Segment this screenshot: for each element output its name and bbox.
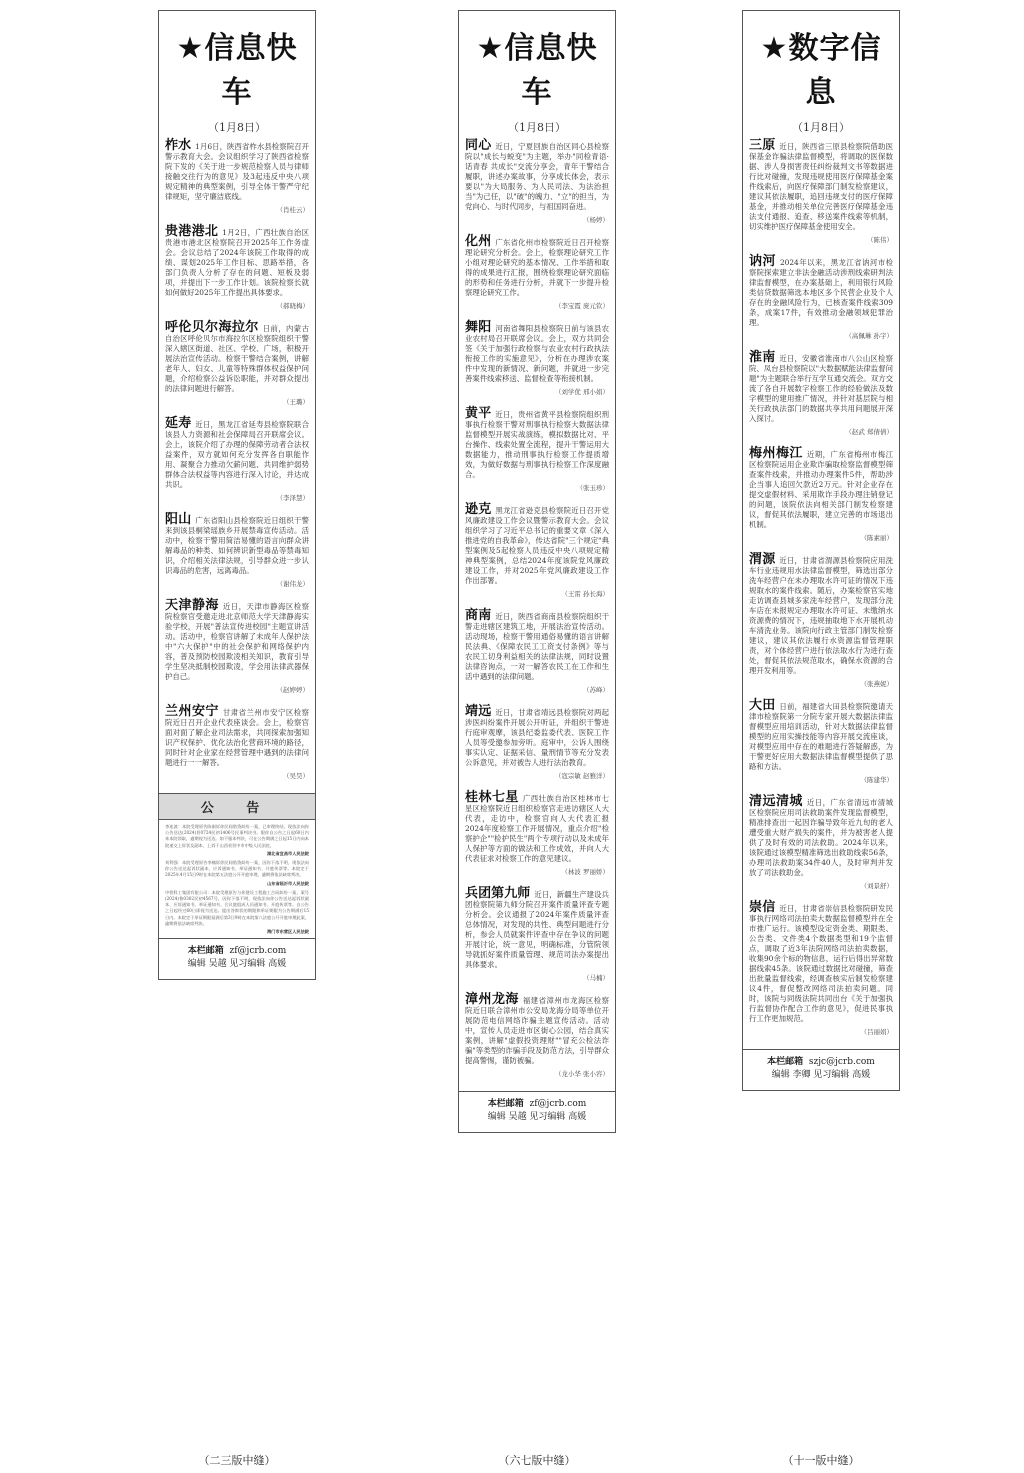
news-byline: （赵婷婷） (276, 686, 309, 694)
news-place: 兰州安宁 (165, 704, 219, 719)
news-item (749, 254, 893, 341)
news-text: 2024年以来，黑龙江省讷河市检察院探索建立非法金融活动涉刑线索研判法律监督模型，在办案基础上，利用银行风险类信贷数据筛选本地区多个民营企业及个人存在的金融风险行为，已核查案件线索309条，成案17件，有效推动金融领域犯罪治理。 (749, 258, 893, 327)
news-item (465, 406, 609, 493)
news-item (749, 138, 893, 245)
news-byline: （赵武 郑倩倩） (845, 428, 893, 436)
news-text: 近日，甘肃省崇信县检察院研发民事执行网络司法拍卖大数据监督模型并在全市推广运行。该模型设定资金类、期限类、公告类、文件类4个数据类型和19个监督点，调取了近3年法院网络司法拍卖数据，收集90余个标的物信息，运行后得出异常数据线索45条。该院通过数据比对碰撞，筛查出批量监督线索，经调查核实后制发检察建议4件，督促整改网络司法拍卖问题。同时，该院与同级法院共同出台《关于加强执行监督协作配合工作的意见》，促进民事执行工作更加规范。 (749, 904, 893, 1023)
news-text: 河南省舞阳县检察院日前与该县农业农村局召开联席会议。会上，双方共同会签《关于加强行政检察与农业农村行政执法衔接工作的实施意见》，分析在办理涉农案件中发现的新情况、新问题，并就进一步完善案件线索移送、监督检查等衔接机制。 (465, 324, 609, 383)
news-byline: （谢伟龙） (276, 580, 309, 588)
news-item (749, 446, 893, 543)
column-xinxi-kuaiche-1 (158, 10, 316, 980)
news-place: 渭源 (749, 552, 776, 567)
news-text: 近期，广东省梅州市梅江区检察院运用企业欺诈骗取检察监督模型筛查案件线索，并推动办理案件5件，帮助涉企当事人追回欠款近2万元。针对企业存在提交虚假材料、采用欺诈手段办理注销登记的问题，该院依法向相关部门制发检察建议，督促其依法履职，建立完善的市场退出机制。 (749, 450, 893, 529)
notice-signature: 山东省临沂市人民法院 (267, 880, 309, 886)
column-date: （1月8日） (208, 121, 266, 134)
news-text: 甘肃省兰州市安宁区检察院近日召开企业代表座谈会。会上，检察官面对面了解企业司法需求，共同探索加强知识产权保护、优化法治化营商环境的路径，同时针对企业家在经营管理中遇到的法律问题进行一一解答。 (165, 708, 309, 767)
news-item (465, 502, 609, 599)
news-byline: （王璐） (283, 398, 309, 406)
column-body (159, 23, 315, 935)
news-place: 淮南 (749, 350, 776, 365)
notice-signature: 海门市东营区人民法院 (267, 929, 309, 935)
mailbox-address: szjc@jcrb.com (808, 1057, 875, 1067)
news-place: 兵团第九师 (465, 886, 531, 901)
news-byline: （寇宗敏 赵雅洋） (554, 772, 609, 780)
news-byline: （陈素丽） (860, 534, 893, 542)
editor-credits: 编辑 吴越 见习编辑 高媛 (487, 1112, 587, 1122)
news-place: 阳山 (165, 512, 192, 527)
news-list (165, 138, 309, 781)
news-item (165, 512, 309, 589)
news-byline: （吕丽娟） (860, 1028, 893, 1036)
news-item (165, 704, 309, 781)
news-list (749, 138, 893, 1037)
news-place: 延寿 (165, 416, 192, 431)
mailbox-label: 本栏邮箱 (767, 1057, 804, 1067)
news-item (165, 598, 309, 695)
news-place: 讷河 (749, 254, 776, 269)
column-title: ★信息快车 (176, 31, 298, 110)
news-byline: （张燕妮） (860, 680, 893, 688)
news-item (465, 704, 609, 781)
news-place: 呼伦贝尔海拉尔 (165, 320, 259, 335)
column-body (743, 23, 899, 1037)
news-byline: （吴昊） (283, 772, 309, 780)
news-byline: （李泽慧） (276, 494, 309, 502)
news-byline: （林波 罗丽娇） (561, 868, 609, 876)
fold-caption: （六七版中缝） (498, 1454, 576, 1467)
news-text: 近日，陕西省商南县检察院组织干警走进辖区建筑工地，开展法治宣传活动。活动现场，检察干警用通俗易懂的语言讲解民法典、《保障农民工工资支付条例》等与农民工切身利益相关的法律法规，同时设置法律咨询点，一对一解答农民工在工作和生活中遇到的法律问题。 (465, 612, 609, 681)
news-place: 崇信 (749, 900, 776, 915)
news-place: 柞水 (165, 138, 192, 153)
news-item (749, 698, 893, 785)
news-byline: （苏峰） (583, 686, 609, 694)
news-place: 舞阳 (465, 320, 492, 335)
news-text: 日前，福建省大田县检察院邀请天津市检察院第一分院专家开展大数据法律监督模型应用培训活动，针对大数据法律监督模型的应用实操技能等内容开展交流座谈，对模型应用中存在的难题进行答疑解惑，为干警更好应用大数据法律监督模型提供了思路和方法。 (749, 702, 893, 771)
news-place: 清远清城 (749, 794, 803, 809)
news-item (749, 552, 893, 689)
news-text: 1月2日，广西壮族自治区贵港市港北区检察院召开2025年工作务虚会。会议总结了2024年该院工作取得的成绩、谋划2025年工作目标、思路举措，各部门负责人分析了存在的问题、短板及弱项，并提出下一步工作计划。该院检察长就如何做好2025年工作提出具体要求。 (165, 228, 309, 297)
news-item (165, 416, 309, 503)
mailbox-address: zf@jcrb.com (229, 946, 287, 957)
news-place: 商南 (465, 608, 492, 623)
column-footer (459, 1091, 615, 1132)
news-text: 黑龙江省逊克县检察院近日召开党风廉政建设工作会议暨警示教育大会。会议组织学习了习近平总书记的重要文章《深入推进党的自我革命》，传达省院"三个规定"典型案例及5起检察人员违反中央八项规定精神典型案例，总结2024年度该院党风廉政建设工作，并对2025年党风廉政建设工作作出部署。 (465, 506, 609, 585)
news-byline: （高佩琳 孙宇） (845, 332, 893, 340)
news-text: 广东省化州市检察院近日召开检察理论研究分析会。会上，检察理论研究工作小组对理论研究的基本情况、工作举措和取得的成果进行汇报，围绕检察理论研究面临的形势和任务进行分析，并就下一步提升检察理论研究工作。 (465, 238, 609, 297)
news-byline: （郝晓梅） (276, 302, 309, 310)
news-item (465, 992, 609, 1079)
news-item (465, 320, 609, 397)
news-item (465, 886, 609, 983)
news-item (749, 794, 893, 891)
news-text: 近日，天津市静海区检察院检察官受邀走进北京师范大学天津静海实验学校，开展"普法宣传进校园"主题宣讲活动。活动中，检察官讲解了未成年人保护法中"六大保护"中的社会保护和网络保护内容，普及预防校园欺凌相关知识，教育引导学生坚决抵制校园欺凌，学会用法律武器保护自己。 (165, 602, 309, 681)
news-text: 近日，甘肃省渭源县检察院应用洗车行业违规用水法律监督模型，筛选出部分洗车经营户在未办理取水许可证的情况下违规取水的案件线索。随后，办案检察官实地走访调查县城多家洗车经营户，发现部分洗车店在未报规定办理取水许可证、未缴纳水资源费的情况下，违规抽取地下水开展机动车清洗业务。该院向行政主管部门制发检察建议，建议其依法履行水资源监督管理职责，对个体经营户进行依法取水行为进行查处，督促其依法规范取水，确保水资源的合理开发利用等。 (749, 556, 893, 675)
fold-caption: （二三版中缝） (198, 1454, 276, 1467)
news-byline: （王雷 孙长海） (561, 590, 609, 598)
editor-credits: 编辑 李卿 见习编辑 高媛 (771, 1070, 871, 1080)
news-text: 近日，广东省清远市清城区检察院应用司法救助案件发现监督模型，精准排查出一起因诈骗导致年近九旬的老人遭受重大财产损失的案件，并为被害老人提供了及时有效的司法救助。2024年以来，该院通过该模型精准筛选出救助线索56条，办理司法救助案34件40人，及时审判并发放了司法救助金。 (749, 798, 893, 877)
notice-signature: 湖北省宜昌市人民法院 (267, 850, 309, 856)
column-date: （1月8日） (792, 121, 850, 134)
news-item (165, 138, 309, 215)
news-text: 1月6日，陕西省柞水县检察院召开警示教育大会。会议组织学习了陕西省检察院下发的《关于进一步规范检察人员与律师接触交往行为的意见》及3起违反中央八项规定精神的典型案例，引导全体干警严守纪律规矩，坚守廉洁底线。 (165, 142, 309, 201)
notice-paragraph: 中铁科工集团有限公司：本院受理原告与你建设工程施工合同纠纷一案，案号(2024)鲁0302民初4567号，因你下落不明，现依法向你公告送达起诉状副本、应诉通知书、举证通知书、合议庭组成人员通知书、开庭传票等。自公告之日起经过60日即视为送达。提出答辩状的期限和举证期限为公告期满后15日内。本院定于举证期限届满后第3日9时在本院第八法庭公开开庭审理此案，逾期将依法缺席判决。 (165, 889, 309, 926)
news-text: 近日，甘肃省靖远县检察院对两起涉医纠纷案件开展公开听证，并组织干警进行庭审观摩，该县纪委监委代表、医院工作人员等受邀参加旁听。庭审中，公诉人围绕事实认定、证据采信、量刑情节等充分发表公诉意见，并对被告人进行法治教育。 (465, 708, 609, 767)
news-byline: （刘景舒） (860, 882, 893, 890)
notice-body (165, 824, 309, 935)
news-text: 近日，陕西省三原县检察院借助医保基金诈骗法律监督模型，将调取的医保数据、涉人身损害责任纠纷裁判文书等数据进行比对碰撞，发现违规使用医疗保障基金案件线索后，向医疗保障部门制发检察建议，建议其依法履职，追回违规支付的医疗保障基金，并推动相关单位完善医疗保障基金违法支付通报、追查、移送案件线索等机制，切实维护医疗保障基金使用安全。 (749, 142, 893, 231)
news-text: 近日，黑龙江省延寿县检察院联合该县人力资源和社会保障局召开联席会议。会上，该院介绍了办理的保障劳动者合法权益案件，双方就如何充分发挥各自职能作用、凝聚合力推动欠薪问题、共同维护弱势群体合法权益等内容进行深入讨论，并达成共识。 (165, 420, 309, 489)
news-text: 广西壮族自治区桂林市七星区检察院近日组织检察官走进访辖区人大代表，走访中，检察官向人大代表汇报2024年度检察工作开展情况，重点介绍"检察护企""检护民生"两个专项行动以及未成年人保护等方面的做法和工作成效，并向人大代表征求对检察工作的意见建议。 (465, 794, 609, 863)
mailbox-address: zf@jcrb.com (529, 1099, 587, 1109)
column-footer (743, 1049, 899, 1090)
news-place: 梅州梅江 (749, 446, 803, 461)
news-byline: （杨婷） (583, 216, 609, 224)
column-body (459, 23, 615, 1079)
column-xinxi-kuaiche-2 (458, 10, 616, 1133)
news-place: 大田 (749, 698, 776, 713)
news-byline: （李宝霞 庞元钦） (554, 302, 609, 310)
news-text: 近日，宁夏回族自治区同心县检察院以"成长与蜕变"为主题，举办"同检青语·话青春 共成长"交流分享会，青年干警结合履职，讲述办案故事，分享成长体会，表示要以"为大局服务、为人民司法、为法治担当"为己任，以"破"的魄力、"立"的担当，为党向心、与时代同步，与祖国同奋进。 (465, 142, 609, 211)
news-place: 化州 (465, 234, 492, 249)
news-text: 近日，贵州省黄平县检察院组织刑事执行检察干警对刑事执行检察大数据法律监督模型开展实战演练，模拟数据比对、平台操作、线索处置全流程，提升干警运用大数据能力，推动刑事执行检察工作提质增效，为做好数据与刑事执行检察工作深度融合。 (465, 410, 609, 479)
column-footer (159, 938, 315, 979)
column-date: （1月8日） (508, 121, 566, 134)
news-place: 三原 (749, 138, 776, 153)
news-place: 靖远 (465, 704, 492, 719)
news-byline: （陈建华） (860, 776, 893, 784)
news-byline: （肖桂云） (276, 206, 309, 214)
news-text: 近日，安徽省淮南市八公山区检察院、凤台县检察院以"大数据赋能法律监督问题"为主题联合举行互学互通交流会。双方交流了各自开展数字检察工作的经验做法及数字模型的建用推广情况，并针对基层院与相关行政执法部门的数据共享共用问题展开深入探讨。 (749, 354, 893, 423)
news-place: 桂林七星 (465, 790, 519, 805)
news-list (465, 138, 609, 1079)
news-item (465, 138, 609, 225)
news-byline: （陈伟） (867, 236, 893, 244)
fold-caption: （十一版中缝） (782, 1454, 860, 1467)
news-byline: （张玉珍） (576, 484, 609, 492)
column-title: ★数字信息 (760, 31, 882, 110)
news-place: 逊克 (465, 502, 492, 517)
notice-paragraph: 李连波：本院受理原告陈刚诉你民间借贷纠纷一案，已审理终结。现依法向你公告送达(2024)晋0724民初1406号民事判决书。限你自公告之日起60日内来本院领取，逾期视为送达。如不服本判决，可在公告期满之日起15日内向本院递交上诉状及副本，上诉于山西省晋中市中级人民法院。 (165, 824, 309, 848)
news-place: 同心 (465, 138, 492, 153)
news-item (465, 608, 609, 695)
news-byline: （刘学优 邢小娟） (554, 388, 609, 396)
news-place: 漳州龙海 (465, 992, 519, 1007)
notice-paragraph: 刘利强：本院受理原告李楠诉你民间借贷纠纷一案，因你下落不明，现依法向你公告送达起诉状副本、应诉通知书、举证通知书、开庭传票等。本院定于2025年4月15日9时在本院第五法庭公开开庭审理，逾期将依法缺席判决。 (165, 860, 309, 878)
news-place: 黄平 (465, 406, 492, 421)
news-text: 广东省阳山县检察院近日组织干警来到该县桐梁瑶族乡开展禁毒宣传活动。活动中，检察干警用简洁易懂的语言向群众讲解毒品的种类、如何辨识新型毒品等禁毒知识，介绍相关法律法规，引导群众进一步认识毒品的危害，远离毒品。 (165, 516, 309, 575)
news-item (465, 234, 609, 311)
mailbox-label: 本栏邮箱 (487, 1099, 524, 1109)
mailbox-label: 本栏邮箱 (187, 946, 224, 957)
editor-credits: 编辑 吴越 见习编辑 高媛 (187, 959, 287, 970)
news-item (165, 224, 309, 311)
news-byline: （马楠） (583, 974, 609, 982)
column-shuzi-xinxi (742, 10, 900, 1091)
news-text: 日前，内蒙古自治区呼伦贝尔市海拉尔区检察院组织干警深入辖区街道、社区、学校、广场，积极开展法治宣传活动。检察干警结合案例，讲解老年人、妇女、儿童等特殊群体权益保护问题，介绍检察公益诉讼职能，并对群众提出的法律问题进行解答。 (165, 324, 309, 393)
news-text: 近日，新疆生产建设兵团检察院第九师分院召开案件质量评查专题分析会。会议通报了2024年案件质量评查总体情况，对发现的共性、典型问题进行分析，参会人员就案件评查中存在争议的问题开展讨论，统一意见，明确标准，分管院领导就抓好案件质量管理、规范司法办案提出具体要求。 (465, 890, 609, 969)
news-item (165, 320, 309, 407)
news-item (749, 900, 893, 1037)
news-place: 天津静海 (165, 598, 219, 613)
news-place: 贵港港北 (165, 224, 219, 239)
news-text: 福建省漳州市龙海区检察院近日联合漳州市公安局龙海分局等单位开展防范电信网络诈骗主题宣传活动。活动中，宣传人员走进市区街心公园，结合真实案例，讲解"虚假投资理财""冒充公检法诈骗"等类型的诈骗手段及防范方法，引导群众提高警惕，谨防被骗。 (465, 996, 609, 1065)
news-item (465, 790, 609, 877)
column-title: ★信息快车 (476, 31, 598, 110)
notice-heading: 公 告 (159, 793, 315, 820)
news-item (749, 350, 893, 437)
news-byline: （龙小华 张小容） (554, 1070, 609, 1078)
